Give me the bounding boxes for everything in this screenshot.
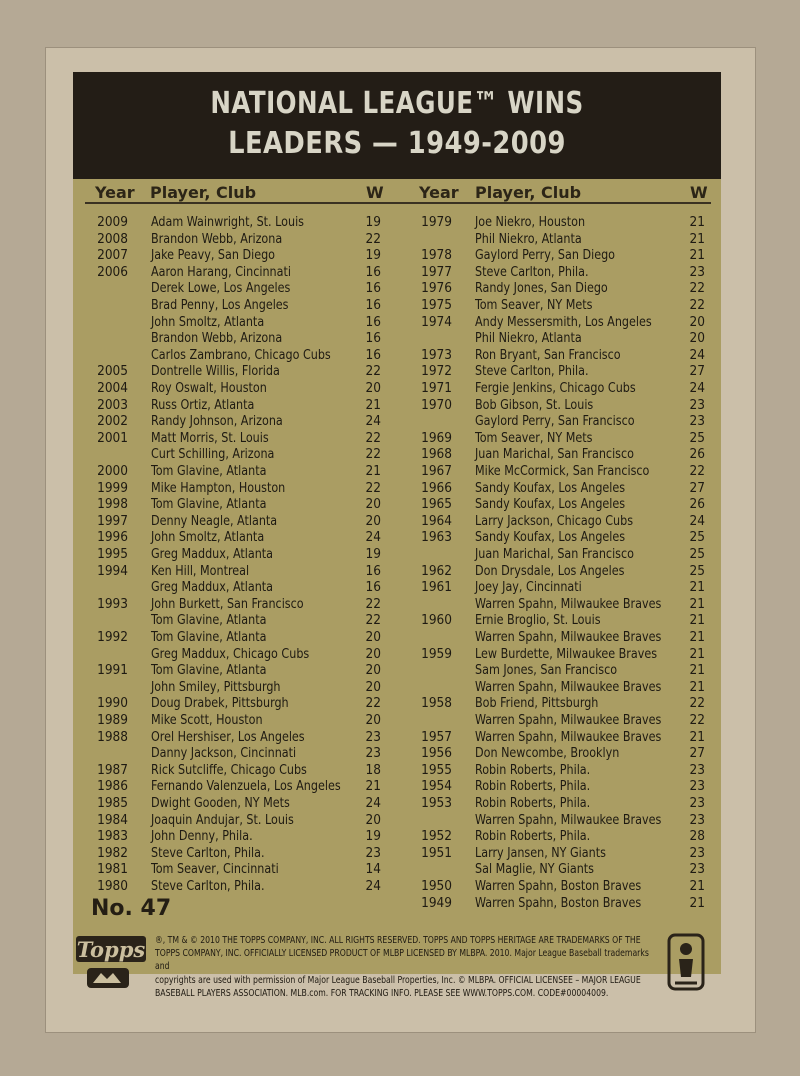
year-cell: 1994 <box>97 562 128 579</box>
year-cell: 1950 <box>421 878 452 894</box>
player-cell: Phil Niekro, Atlanta <box>475 230 582 247</box>
wins-cell: 20 <box>365 662 381 679</box>
wins-cell: 21 <box>689 214 705 230</box>
year-cell: 2005 <box>97 363 128 380</box>
legal-text <box>155 934 662 1000</box>
wins-cell: 23 <box>689 795 705 811</box>
player-cell: Joaquin Andujar, St. Louis <box>151 811 294 828</box>
player-cell: Andy Messersmith, Los Angeles <box>475 313 652 330</box>
player-cell: Ernie Broglio, St. Louis <box>475 612 601 629</box>
table-row <box>73 712 721 728</box>
wins-cell: 16 <box>365 562 381 579</box>
table-row <box>73 496 721 512</box>
year-cell: 2000 <box>97 463 128 479</box>
wins-cell: 26 <box>689 446 705 463</box>
year-cell: 1988 <box>97 728 128 745</box>
wins-cell: 23 <box>365 844 381 861</box>
wins-cell: 22 <box>689 463 705 479</box>
player-cell: Warren Spahn, Milwaukee Braves <box>475 595 662 612</box>
player-cell: Brandon Webb, Arizona <box>151 330 283 347</box>
year-cell: 1971 <box>421 380 452 396</box>
wins-cell: 16 <box>365 579 381 596</box>
legal-line: copyrights are used with permission of Major League Baseball Properties, Inc. © MLBPA. OFFICIAL LICENSEE – MAJOR LEAGUE <box>155 974 641 986</box>
player-cell: Randy Jones, San Diego <box>475 280 608 297</box>
wins-cell: 22 <box>689 712 705 728</box>
player-cell: Tom Glavine, Atlanta <box>151 629 267 645</box>
topps-logo <box>75 930 147 970</box>
year-cell: 1965 <box>421 496 452 513</box>
year-cell: 2003 <box>97 396 128 413</box>
wins-cell: 27 <box>689 363 705 380</box>
table-row <box>73 679 721 695</box>
title-line-1: NATIONAL LEAGUE™ WINS <box>210 86 584 121</box>
wins-cell: 23 <box>689 413 705 430</box>
year-cell: 1993 <box>97 595 128 612</box>
player-cell: Denny Neagle, Atlanta <box>151 512 278 529</box>
player-cell: Fernando Valenzuela, Los Angeles <box>151 778 341 795</box>
player-cell: Tom Glavine, Atlanta <box>151 496 267 513</box>
wins-cell: 23 <box>689 396 705 413</box>
player-cell: Bob Friend, Pittsburgh <box>475 695 599 712</box>
wins-cell: 22 <box>689 695 705 712</box>
wins-cell: 22 <box>689 280 705 297</box>
wins-cell: 24 <box>365 878 381 894</box>
player-cell: Steve Carlton, Phila. <box>475 363 589 380</box>
year-cell: 1989 <box>97 712 128 728</box>
player-cell: Tom Seaver, NY Mets <box>475 429 593 446</box>
wins-cell: 23 <box>365 745 381 762</box>
player-cell: Ken Hill, Montreal <box>151 562 250 579</box>
year-cell: 1955 <box>421 761 452 778</box>
year-cell: 1987 <box>97 761 128 778</box>
col-w-left: W <box>366 183 384 202</box>
wins-cell: 14 <box>365 861 381 878</box>
year-cell: 1952 <box>421 828 452 845</box>
player-cell: Steve Carlton, Phila. <box>475 263 589 280</box>
table-row <box>73 695 721 711</box>
player-cell: Rick Sutcliffe, Chicago Cubs <box>151 761 307 778</box>
wins-cell: 20 <box>365 496 381 513</box>
wins-cell: 24 <box>365 413 381 430</box>
player-cell: Don Drysdale, Los Angeles <box>475 562 625 579</box>
year-cell: 1985 <box>97 795 128 811</box>
player-cell: Warren Spahn, Boston Braves <box>475 878 642 894</box>
year-cell: 1961 <box>421 579 452 596</box>
table-row <box>73 297 721 313</box>
wins-cell: 23 <box>365 728 381 745</box>
col-player-left: Player, Club <box>150 183 257 202</box>
player-cell: Sal Maglie, NY Giants <box>475 861 594 878</box>
table-row <box>73 480 721 496</box>
player-cell: Warren Spahn, Milwaukee Braves <box>475 811 662 828</box>
year-cell: 1968 <box>421 446 452 463</box>
year-cell: 1978 <box>421 247 452 264</box>
table-row <box>73 729 721 745</box>
legal-line: BASEBALL PLAYERS ASSOCIATION. MLB.com. FOR TRACKING INFO. PLEASE SEE WWW.TOPPS.COM. CODE#00004009. <box>155 987 609 999</box>
player-cell: Mike McCormick, San Francisco <box>475 463 650 479</box>
wins-cell: 21 <box>689 728 705 745</box>
player-cell: Warren Spahn, Milwaukee Braves <box>475 712 662 728</box>
wins-cell: 22 <box>689 297 705 313</box>
player-cell: Matt Morris, St. Louis <box>151 429 269 446</box>
player-cell: Sandy Koufax, Los Angeles <box>475 529 626 546</box>
player-cell: Juan Marichal, San Francisco <box>475 446 634 463</box>
player-cell: Ron Bryant, San Francisco <box>475 346 621 363</box>
col-w-right: W <box>690 183 708 202</box>
year-cell: 1992 <box>97 629 128 645</box>
col-year-left: Year <box>95 183 135 202</box>
wins-cell: 20 <box>365 512 381 529</box>
player-cell: Juan Marichal, San Francisco <box>475 546 634 562</box>
year-cell: 1981 <box>97 861 128 878</box>
year-cell: 1975 <box>421 297 452 313</box>
wins-cell: 19 <box>365 546 381 562</box>
table-row <box>73 646 721 662</box>
player-cell: Aaron Harang, Cincinnati <box>151 263 291 280</box>
wins-cell: 22 <box>365 695 381 712</box>
year-cell: 2002 <box>97 413 128 430</box>
year-cell: 1949 <box>421 894 452 911</box>
table-row <box>73 214 721 230</box>
year-cell: 1997 <box>97 512 128 529</box>
wins-cell: 22 <box>365 479 381 496</box>
wins-cell: 21 <box>689 230 705 247</box>
year-cell: 1991 <box>97 662 128 679</box>
stats-panel <box>73 72 721 999</box>
year-cell: 1996 <box>97 529 128 546</box>
year-cell: 1980 <box>97 878 128 894</box>
wins-cell: 21 <box>689 629 705 645</box>
wins-cell: 20 <box>365 811 381 828</box>
player-cell: Warren Spahn, Milwaukee Braves <box>475 629 662 645</box>
wins-cell: 16 <box>365 263 381 280</box>
table-row <box>73 579 721 595</box>
year-cell: 1962 <box>421 562 452 579</box>
wins-cell: 20 <box>689 330 705 347</box>
player-cell: Jake Peavy, San Diego <box>151 247 276 264</box>
wins-cell: 19 <box>365 247 381 264</box>
wins-cell: 23 <box>689 263 705 280</box>
player-cell: Robin Roberts, Phila. <box>475 778 591 795</box>
wins-cell: 20 <box>365 712 381 728</box>
table-row <box>73 812 721 828</box>
title-banner <box>73 72 721 179</box>
table-row <box>73 231 721 247</box>
player-cell: Phil Niekro, Atlanta <box>475 330 582 347</box>
year-cell: 2007 <box>97 247 128 264</box>
table-row <box>73 330 721 346</box>
header-rule <box>85 202 711 204</box>
wins-cell: 22 <box>365 429 381 446</box>
year-cell: 1974 <box>421 313 452 330</box>
wins-cell: 21 <box>689 678 705 695</box>
player-cell: Robin Roberts, Phila. <box>475 828 591 845</box>
col-year-right: Year <box>419 183 459 202</box>
table-row <box>73 314 721 330</box>
table-row <box>73 596 721 612</box>
legal-line: ®, TM & © 2010 THE TOPPS COMPANY, INC. ALL RIGHTS RESERVED. TOPPS AND TOPPS HERITAGE ARE TRADEMARKS OF THE <box>155 935 641 946</box>
table-row <box>73 546 721 562</box>
year-cell: 1982 <box>97 844 128 861</box>
legal-line: TOPPS COMPANY, INC. OFFICIALLY LICENSED PRODUCT OF MLBP LICENSED BY MLBPA. 2010. Major League Baseball trademarks and <box>155 948 649 973</box>
table-row <box>73 828 721 844</box>
wins-cell: 23 <box>689 778 705 795</box>
wins-cell: 21 <box>689 247 705 264</box>
year-cell: 1958 <box>421 695 452 712</box>
table-row <box>73 463 721 479</box>
wins-cell: 25 <box>689 562 705 579</box>
year-cell: 1966 <box>421 479 452 496</box>
year-cell: 1976 <box>421 280 452 297</box>
wins-cell: 21 <box>689 579 705 596</box>
year-cell: 2008 <box>97 230 128 247</box>
year-cell: 1954 <box>421 778 452 795</box>
wins-cell: 21 <box>365 778 381 795</box>
player-cell: Larry Jackson, Chicago Cubs <box>475 512 634 529</box>
player-cell: Mike Scott, Houston <box>151 712 263 728</box>
year-cell: 1967 <box>421 463 452 479</box>
player-cell: John Smiley, Pittsburgh <box>151 678 281 695</box>
wins-cell: 25 <box>689 546 705 562</box>
wins-cell: 23 <box>689 761 705 778</box>
wins-cell: 16 <box>365 297 381 313</box>
wins-cell: 22 <box>365 363 381 380</box>
table-row <box>73 513 721 529</box>
player-cell: Roy Oswalt, Houston <box>151 380 267 396</box>
year-cell: 1995 <box>97 546 128 562</box>
wins-cell: 24 <box>689 346 705 363</box>
wins-cell: 27 <box>689 745 705 762</box>
wins-cell: 22 <box>365 230 381 247</box>
player-cell: John Smoltz, Atlanta <box>151 529 265 546</box>
player-cell: Don Newcombe, Brooklyn <box>475 745 620 762</box>
year-cell: 1990 <box>97 695 128 712</box>
player-cell: Joe Niekro, Houston <box>475 214 586 230</box>
player-cell: Tom Glavine, Atlanta <box>151 612 267 629</box>
card-back <box>45 47 756 1033</box>
wins-cell: 21 <box>689 612 705 629</box>
wins-cell: 25 <box>689 529 705 546</box>
player-cell: Orel Hershiser, Los Angeles <box>151 728 305 745</box>
year-cell: 1984 <box>97 811 128 828</box>
year-cell: 1970 <box>421 396 452 413</box>
table-row <box>73 363 721 379</box>
player-cell: Tom Seaver, Cincinnati <box>151 861 279 878</box>
player-cell: Sandy Koufax, Los Angeles <box>475 479 626 496</box>
player-cell: Brandon Webb, Arizona <box>151 230 283 247</box>
wins-cell: 21 <box>689 645 705 662</box>
player-cell: Carlos Zambrano, Chicago Cubs <box>151 346 331 363</box>
wins-cell: 21 <box>365 396 381 413</box>
title-line-2: LEADERS — 1949-2009 <box>228 126 566 161</box>
player-cell: Adam Wainwright, St. Louis <box>151 214 305 230</box>
year-cell: 2001 <box>97 429 128 446</box>
player-cell: Larry Jansen, NY Giants <box>475 844 606 861</box>
wins-cell: 16 <box>365 346 381 363</box>
player-cell: Gaylord Perry, San Francisco <box>475 413 635 430</box>
table-row <box>73 264 721 280</box>
player-cell: John Burkett, San Francisco <box>151 595 304 612</box>
player-cell: Steve Carlton, Phila. <box>151 878 265 894</box>
wins-cell: 16 <box>365 313 381 330</box>
player-cell: Gaylord Perry, San Diego <box>475 247 616 264</box>
player-cell: Tom Seaver, NY Mets <box>475 297 593 313</box>
player-cell: Randy Johnson, Arizona <box>151 413 283 430</box>
wins-cell: 18 <box>365 761 381 778</box>
player-cell: Greg Maddux, Chicago Cubs <box>151 645 310 662</box>
year-cell: 2006 <box>97 263 128 280</box>
table-row <box>73 629 721 645</box>
wins-cell: 24 <box>365 795 381 811</box>
player-cell: Sandy Koufax, Los Angeles <box>475 496 626 513</box>
wins-cell: 16 <box>365 280 381 297</box>
player-cell: Doug Drabek, Pittsburgh <box>151 695 289 712</box>
wins-cell: 23 <box>689 844 705 861</box>
player-cell: Warren Spahn, Boston Braves <box>475 894 642 911</box>
player-cell: Warren Spahn, Milwaukee Braves <box>475 728 662 745</box>
player-cell: Danny Jackson, Cincinnati <box>151 745 297 762</box>
player-cell: Fergie Jenkins, Chicago Cubs <box>475 380 636 396</box>
wins-cell: 24 <box>365 529 381 546</box>
table-row <box>73 762 721 778</box>
year-cell: 1972 <box>421 363 452 380</box>
table-row <box>73 247 721 263</box>
player-cell: Lew Burdette, Milwaukee Braves <box>475 645 658 662</box>
wins-cell: 22 <box>365 446 381 463</box>
card-number: No. 47 <box>91 896 172 921</box>
player-cell: John Smoltz, Atlanta <box>151 313 265 330</box>
player-cell: Tom Glavine, Atlanta <box>151 463 267 479</box>
table-row <box>73 845 721 861</box>
wins-cell: 20 <box>365 645 381 662</box>
player-cell: Joey Jay, Cincinnati <box>475 579 582 596</box>
wins-cell: 21 <box>689 878 705 894</box>
year-cell: 1999 <box>97 479 128 496</box>
mlbpa-logo <box>661 933 711 993</box>
player-cell: Derek Lowe, Los Angeles <box>151 280 291 297</box>
wins-cell: 20 <box>365 380 381 396</box>
year-cell: 1957 <box>421 728 452 745</box>
player-cell: Bob Gibson, St. Louis <box>475 396 594 413</box>
year-cell: 1983 <box>97 828 128 845</box>
player-cell: Mike Hampton, Houston <box>151 479 286 496</box>
mlb-logo <box>87 968 129 988</box>
player-cell: John Denny, Phila. <box>151 828 253 845</box>
table-row <box>73 430 721 446</box>
year-cell: 1951 <box>421 844 452 861</box>
player-cell: Warren Spahn, Milwaukee Braves <box>475 678 662 695</box>
wins-cell: 20 <box>365 629 381 645</box>
year-cell: 1956 <box>421 745 452 762</box>
year-cell: 1979 <box>421 214 452 230</box>
table-row <box>73 397 721 413</box>
wins-cell: 21 <box>689 894 705 911</box>
year-cell: 1953 <box>421 795 452 811</box>
player-cell: Dwight Gooden, NY Mets <box>151 795 290 811</box>
table-row <box>73 878 721 894</box>
wins-cell: 28 <box>689 828 705 845</box>
table-row <box>73 778 721 794</box>
year-cell: 1977 <box>421 263 452 280</box>
player-cell: Russ Ortiz, Atlanta <box>151 396 255 413</box>
wins-cell: 22 <box>365 612 381 629</box>
wins-cell: 25 <box>689 429 705 446</box>
year-cell: 1973 <box>421 346 452 363</box>
wins-cell: 22 <box>365 595 381 612</box>
wins-cell: 19 <box>365 828 381 845</box>
wins-cell: 26 <box>689 496 705 513</box>
wins-cell: 21 <box>365 463 381 479</box>
table-row <box>73 413 721 429</box>
table-row <box>73 795 721 811</box>
year-cell: 2004 <box>97 380 128 396</box>
player-cell: Greg Maddux, Atlanta <box>151 579 274 596</box>
player-cell: Greg Maddux, Atlanta <box>151 546 274 562</box>
player-cell: Dontrelle Willis, Florida <box>151 363 280 380</box>
year-cell: 1969 <box>421 429 452 446</box>
table-row <box>73 745 721 761</box>
wins-cell: 27 <box>689 479 705 496</box>
wins-cell: 20 <box>365 678 381 695</box>
table-row <box>73 861 721 877</box>
player-cell: Robin Roberts, Phila. <box>475 795 591 811</box>
wins-cell: 19 <box>365 214 381 230</box>
table-row <box>73 662 721 678</box>
wins-cell: 24 <box>689 512 705 529</box>
wins-cell: 21 <box>689 662 705 679</box>
col-player-right: Player, Club <box>475 183 582 202</box>
table-row <box>73 380 721 396</box>
year-cell: 1986 <box>97 778 128 795</box>
table-row <box>73 529 721 545</box>
year-cell: 1960 <box>421 612 452 629</box>
table-row <box>73 563 721 579</box>
year-cell: 1963 <box>421 529 452 546</box>
wins-cell: 23 <box>689 861 705 878</box>
wins-cell: 21 <box>689 595 705 612</box>
table-row <box>73 280 721 296</box>
wins-cell: 23 <box>689 811 705 828</box>
year-cell: 1964 <box>421 512 452 529</box>
table-row <box>73 612 721 628</box>
year-cell: 2009 <box>97 214 128 230</box>
year-cell: 1998 <box>97 496 128 513</box>
player-cell: Brad Penny, Los Angeles <box>151 297 289 313</box>
wins-cell: 20 <box>689 313 705 330</box>
player-cell: Steve Carlton, Phila. <box>151 844 265 861</box>
wins-cell: 16 <box>365 330 381 347</box>
table-row <box>73 446 721 462</box>
player-cell: Curt Schilling, Arizona <box>151 446 275 463</box>
svg-text:Topps: Topps <box>76 937 146 962</box>
player-cell: Tom Glavine, Atlanta <box>151 662 267 679</box>
table-row <box>73 347 721 363</box>
player-cell: Sam Jones, San Francisco <box>475 662 618 679</box>
wins-cell: 24 <box>689 380 705 396</box>
player-cell: Robin Roberts, Phila. <box>475 761 591 778</box>
year-cell: 1959 <box>421 645 452 662</box>
